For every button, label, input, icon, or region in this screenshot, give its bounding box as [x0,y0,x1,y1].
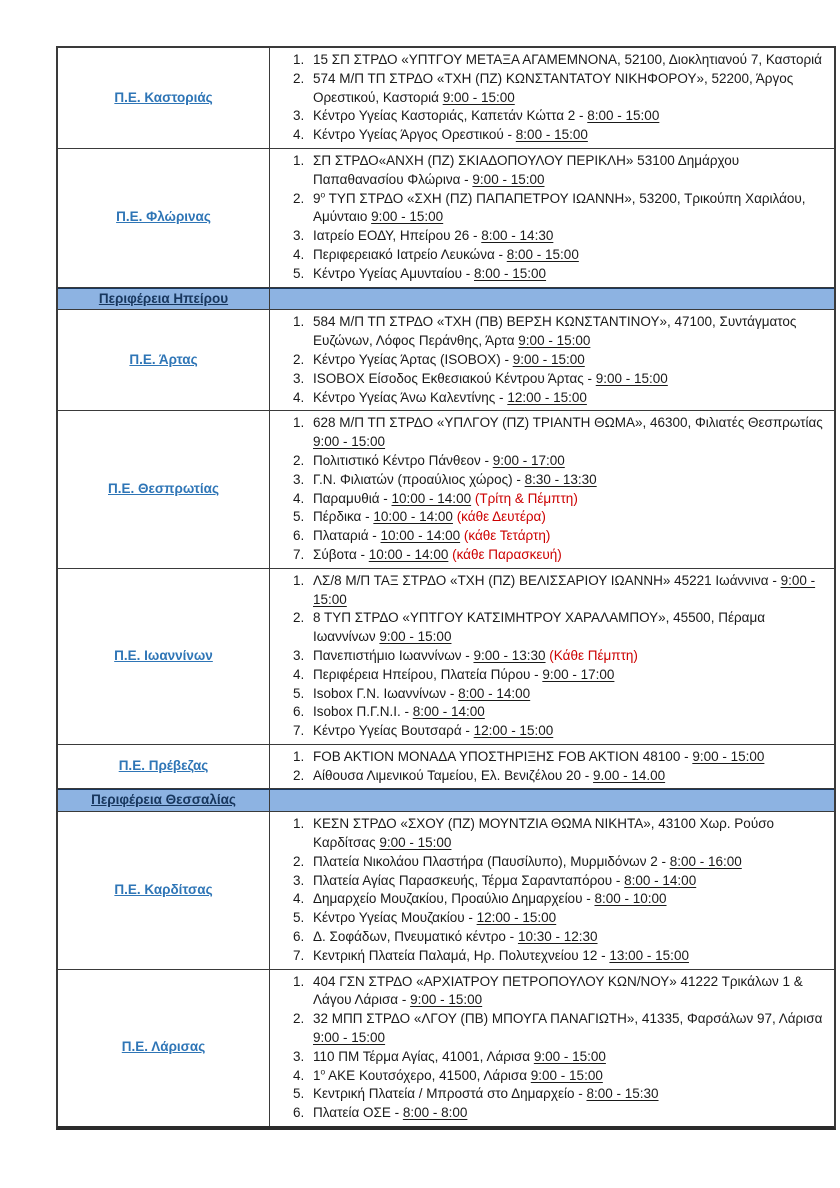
time-range: 9:00 - 15:00 [530,1067,603,1083]
locations-cell [270,745,834,789]
location-text: Κέντρο Υγείας Καστοριάς, Καπετάν Κώττα 2 - [313,108,588,124]
location-text: 1 [313,1067,321,1083]
location-item [308,546,824,565]
region-link[interactable]: Π.Ε. Καρδίτσας [114,882,213,898]
region-name-cell [58,411,270,567]
location-item [308,51,824,70]
location-text: Παραμυθιά - [313,490,392,506]
location-list [270,748,824,786]
location-text: 110 ΠΜ Τέρμα Αγίας, 41001, Λάρισα [313,1048,534,1064]
location-list [270,51,824,145]
time-range: 10:30 - 12:30 [517,929,598,945]
region-name-cell [58,569,270,744]
location-item [308,227,824,246]
region-row [58,569,834,745]
location-text: Πολιτιστικό Κέντρο Πάνθεον - [313,452,493,468]
location-item [308,909,824,928]
location-item [308,246,824,265]
location-item [308,490,824,509]
location-text: Πλαταριά - [313,528,381,544]
location-item [308,722,824,741]
section-header-label: Περιφέρεια Θεσσαλίας [91,792,236,808]
location-item [308,1048,824,1067]
location-text: Κέντρο Υγείας Βουτσαρά - [313,723,474,739]
location-item [308,1104,824,1123]
locations-cell [270,970,834,1126]
location-text: Κεντρική Πλατεία Παλαμά, Ηρ. Πολυτεχνείου 12 - [313,947,610,963]
location-item [308,928,824,947]
location-text: Κεντρική Πλατεία / Μπροστά στο Δημαρχείο - [313,1086,587,1102]
section-header-label: Περιφέρεια Ηπείρου [98,290,229,306]
section-header-row [58,789,834,812]
location-text: Δημαρχείο Μουζακίου, Προαύλιο Δημαρχείου - [313,891,595,907]
time-range: 10:00 - 14:00 [380,528,461,544]
location-item [308,126,824,145]
location-item [308,389,824,408]
time-range: 12:00 - 15:00 [473,723,554,739]
location-list [270,414,824,564]
location-item [308,265,824,284]
locations-cell [270,812,834,968]
location-item [308,313,824,351]
region-name-cell [58,48,270,148]
location-text: Πλατεία ΟΣΕ - [313,1105,403,1121]
deployment-table [56,46,836,1130]
location-item [308,748,824,767]
location-text: Σύβοτα - [313,546,369,562]
location-item [308,666,824,685]
time-range: 9:00 - 15:00 [371,209,444,225]
schedule-note: (Κάθε Πέμπτη) [545,647,638,663]
location-item [308,973,824,1011]
location-text: Isobox Γ.Ν. Ιωαννίνων - [313,685,459,701]
ordinal-superscript: ο [320,189,326,200]
time-range: 9:00 - 15:00 [533,1048,606,1064]
locations-cell [270,289,834,310]
location-item [308,647,824,666]
location-text: Κέντρο Υγείας Άρτας (ISOBOX) - [313,351,513,367]
time-range: 9:00 - 15:00 [442,89,515,105]
location-item [308,70,824,108]
location-item [308,414,824,452]
location-item [308,1085,824,1104]
location-list [270,815,824,965]
ordinal-superscript: ο [320,1066,326,1077]
time-range: 9:00 - 15:00 [472,171,545,187]
time-range: 9:00 - 15:00 [313,1030,386,1046]
time-range: 9:00 - 15:00 [313,572,816,607]
time-range: 9:00 - 17:00 [492,452,565,468]
time-range: 9:00 - 17:00 [542,666,615,682]
location-item [308,815,824,853]
location-list [270,572,824,741]
time-range: 9:00 - 15:00 [313,434,386,450]
location-text: Κέντρο Υγείας Άργος Ορεστικού - [313,127,516,143]
location-item [308,527,824,546]
time-range: 9:00 - 15:00 [518,333,591,349]
location-text: Γ.Ν. Φιλιατών (προαύλιος χώρος) - [313,471,525,487]
region-name-cell [58,745,270,789]
region-name-cell [58,149,270,287]
location-text: Πανεπιστήμιο Ιωαννίνων - [313,647,474,663]
location-text: 584 Μ/Π ΤΠ ΣΤΡΔΟ «ΤΧΗ (ΠΒ) ΒΕΡΣΗ ΚΩΝΣΤΑΝΤΙΝΟΥ», 47100, Συντάγματος Ευζώνων, Λόφος Περάνθης, Άρτα [313,314,797,349]
time-range: 8:00 - 15:00 [587,108,660,124]
time-range: 8:00 - 14:00 [458,685,531,701]
region-link[interactable]: Π.Ε. Πρέβεζας [118,758,209,774]
locations-cell [270,48,834,148]
time-range: 8:30 - 13:30 [524,471,597,487]
region-row [58,411,834,568]
location-text: Πέρδικα - [313,509,374,525]
schedule-note: (κάθε Τετάρτη) [460,528,551,544]
time-range: 13:00 - 15:00 [609,947,689,963]
location-text: Κέντρο Υγείας Αμυνταίου - [313,265,474,281]
location-item [308,508,824,527]
location-text: Πλατεία Αγίας Παρασκευής, Τέρμα Σαρανταπόρου - [313,872,625,888]
location-list [270,313,824,407]
region-link[interactable]: Π.Ε. Θεσπρωτίας [108,481,219,497]
time-range: 9:00 - 15:00 [379,629,452,645]
location-item [308,351,824,370]
time-range: 9:00 - 15:00 [512,351,585,367]
time-range: 9:00 - 13:30 [473,647,546,663]
location-item [308,1067,824,1086]
time-range: 9:00 - 15:00 [692,748,765,764]
locations-cell [270,569,834,744]
location-item [308,370,824,389]
location-text: Κέντρο Υγείας Μουζακίου - [313,910,477,926]
location-item [308,947,824,966]
region-row [58,812,834,969]
time-range: 9:00 - 15:00 [595,370,668,386]
location-text: ΛΣ/8 Μ/Π ΤΑΞ ΣΤΡΔΟ «ΤΧΗ (ΠΖ) ΒΕΛΙΣΣΑΡΙΟΥ ΙΩΑΝΝΗ» 45221 Ιωάννινα - [313,572,781,588]
location-text: 8 ΤΥΠ ΣΤΡΔΟ «ΥΠΤΓΟΥ ΚΑΤΣΙΜΗΤΡΟΥ ΧΑΡΑΛΑΜΠΟΥ», 45500, Πέραμα Ιωαννίνων [313,610,766,645]
time-range: 8:00 - 15:30 [586,1086,659,1102]
location-text: Αίθουσα Λιμενικού Ταμείου, Ελ. Βενιζέλου 20 - [313,767,594,783]
time-range: 8:00 - 16:00 [669,853,742,869]
time-range: 10:00 - 14:00 [368,546,449,562]
location-text: ΣΠ ΣΤΡΔΟ«ΑΝΧΗ (ΠΖ) ΣΚΙΑΔΟΠΟΥΛΟΥ ΠΕΡΙΚΛΗ» 53100 Δημάρχου Παπαθανασίου Φλώρινα - [313,152,740,187]
location-item [308,703,824,722]
locations-cell [270,310,834,410]
schedule-note: (κάθε Δευτέρα) [452,509,546,525]
time-range: 9:00 - 15:00 [410,992,483,1008]
time-range: 8:00 - 14:00 [624,872,697,888]
location-text: ΤΥΠ ΣΤΡΔΟ «ΣΧΗ (ΠΖ) ΠΑΠΑΠΕΤΡΟΥ ΙΩΑΝΝΗ», 53200, Τρικούπη Χαριλάου, Αμύνταιο [313,190,806,225]
region-link[interactable]: Π.Ε. Άρτας [129,351,198,367]
location-item [308,152,824,190]
region-link[interactable]: Π.Ε. Ιωαννίνων [114,647,213,663]
region-row [58,149,834,288]
region-name-cell [58,812,270,968]
location-text: Κέντρο Υγείας Άνω Καλεντίνης - [313,389,508,405]
location-item [308,572,824,610]
location-text: Περιφέρεια Ηπείρου, Πλατεία Πύρου - [313,666,543,682]
location-text: 15 ΣΠ ΣΤΡΔΟ «ΥΠΤΓΟΥ ΜΕΤΑΞΑ ΑΓΑΜΕΜΝΟΝΑ, 52100, Διοκλητιανού 7, Καστοριά [313,52,822,67]
section-header-cell [58,790,270,811]
region-row [58,48,834,149]
locations-cell [270,411,834,567]
region-link[interactable]: Π.Ε. Καστοριάς [114,89,213,105]
location-item [308,107,824,126]
region-link[interactable]: Π.Ε. Φλώρινας [116,209,211,225]
time-range: 8:00 - 10:00 [594,891,667,907]
region-name-cell [58,310,270,410]
time-range: 9:00 - 15:00 [379,835,452,851]
region-row [58,745,834,790]
location-item [308,853,824,872]
time-range: 10:00 - 14:00 [391,490,472,506]
location-text: Ιατρείο ΕΟΔΥ, Ηπείρου 26 - [313,228,482,244]
location-item [308,609,824,647]
location-item [308,471,824,490]
time-range: 8:00 - 15:00 [474,265,547,281]
time-range: 8:00 - 14:30 [481,228,554,244]
time-range: 10:00 - 14:00 [373,509,453,525]
location-text: 574 Μ/Π ΤΠ ΣΤΡΔΟ «ΤΧΗ (ΠΖ) ΚΩΝΣΤΑΝΤΑΤΟΥ ΝΙΚΗΦΟΡΟΥ», 52200, Άργος Ορεστικού, Καστοριά [313,70,794,105]
locations-cell [270,149,834,287]
location-item [308,190,824,228]
location-text: Πλατεία Νικολάου Πλαστήρα (Παυσίλυπο), Μυρμιδόνων 2 - [313,853,670,869]
location-text: ΑΚΕ Κουτσόχερο, 41500, Λάρισα [325,1067,531,1083]
location-text: 404 ΓΣΝ ΣΤΡΔΟ «ΑΡΧΙΑΤΡΟΥ ΠΕΤΡΟΠΟΥΛΟΥ ΚΩΝ/ΝΟΥ» 41222 Τρικάλων 1 & Λάγου Λάρισα - [313,973,803,1008]
schedule-note: (κάθε Παρασκευή) [448,546,562,562]
time-range: 12:00 - 15:00 [507,389,587,405]
location-item [308,1010,824,1048]
location-item [308,685,824,704]
location-text: 9 [313,190,321,206]
location-item [308,890,824,909]
location-text: ΚΕΣΝ ΣΤΡΔΟ «ΣΧΟΥ (ΠΖ) ΜΟΥΝΤΖΙΑ ΘΩΜΑ ΝΙΚΗΤΑ», 43100 Χωρ. Ρούσο Καρδίτσας [313,816,775,851]
location-item [308,767,824,786]
location-text: Δ. Σοφάδων, Πνευματικό κέντρο - [313,929,518,945]
section-header-cell [58,289,270,310]
locations-cell [270,790,834,811]
region-row [58,310,834,411]
time-range: 9.00 - 14.00 [593,767,666,783]
time-range: 8:00 - 15:00 [515,127,588,143]
section-header-row [58,288,834,311]
time-range: 8:00 - 15:00 [506,246,579,262]
schedule-note: (Τρίτη & Πέμπτη) [471,490,578,506]
region-row [58,970,834,1126]
location-text: FOB AKTION ΜΟΝΑΔΑ ΥΠΟΣΤΗΡΙΞΗΣ FOB AKTION 48100 - [313,748,693,764]
time-range: 8:00 - 8:00 [402,1105,468,1121]
location-text: Isobox Π.Γ.Ν.Ι. - [313,704,413,720]
time-range: 12:00 - 15:00 [476,910,557,926]
location-text: Περιφερειακό Ιατρείο Λευκώνα - [313,246,507,262]
location-text: 628 Μ/Π ΤΠ ΣΤΡΔΟ «ΥΠΛΓΟΥ (ΠΖ) ΤΡΙΑΝΤΗ ΘΩΜΑ», 46300, Φιλιατές Θεσπρωτίας [313,415,823,431]
location-text: ISOBOX Είσοδος Εκθεσιακού Κέντρου Άρτας - [313,370,596,386]
location-list [270,152,824,284]
location-item [308,452,824,471]
location-item [308,872,824,891]
location-text: 32 ΜΠΠ ΣΤΡΔΟ «ΛΓΟΥ (ΠΒ) ΜΠΟΥΓΑ ΠΑΝΑΓΙΩΤΗ», 41335, Φαρσάλων 97, Λάρισα [313,1011,823,1027]
location-list [270,973,824,1123]
region-link[interactable]: Π.Ε. Λάρισας [121,1039,206,1055]
time-range: 8:00 - 14:00 [412,704,485,720]
region-name-cell [58,970,270,1126]
